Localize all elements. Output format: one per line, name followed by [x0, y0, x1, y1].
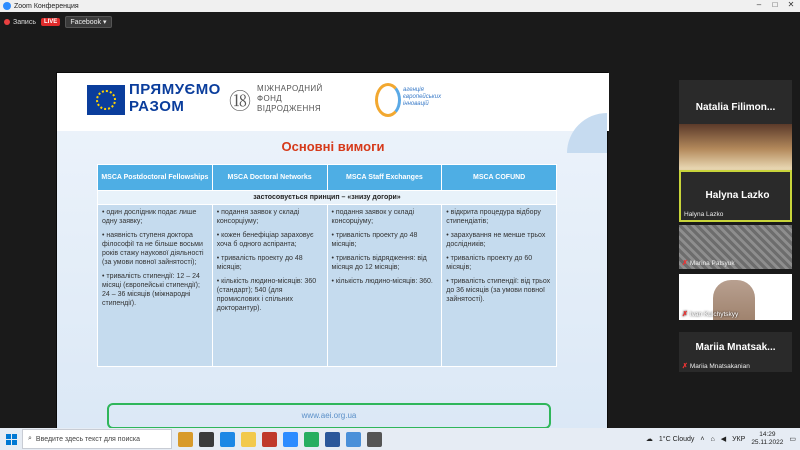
muted-mic-icon: ✗: [682, 260, 688, 267]
prymuemo-logo: ПРЯМУЄМО РАЗОМ: [129, 81, 221, 115]
zoom-logo-icon: [3, 2, 11, 10]
column-cell: [98, 205, 213, 367]
list-item: • кожен бенефіціар зараховує хоча б одного аспіранта;: [216, 232, 314, 248]
live-badge: LIVE: [41, 18, 60, 26]
list-item: • тривалість проекту до 60 місяців;: [446, 255, 533, 271]
participant-name: Halyna Lazko: [684, 211, 724, 218]
taskbar-app-icon[interactable]: [346, 432, 361, 447]
chevron-down-icon: ▾: [103, 19, 107, 26]
list-item: • відкрита процедура відбору стипендіатів;: [446, 209, 541, 225]
requirements-table: [97, 164, 557, 367]
taskbar-app-icon[interactable]: [262, 432, 277, 447]
record-label: Запись: [13, 18, 36, 26]
list-item: • кількість людино-місяців: 360.: [331, 278, 433, 285]
list-item: • тривалість стипендії: від трьох до 36 місяців (за умови повної зайнятості).: [446, 278, 551, 303]
language-indicator[interactable]: УКР: [732, 435, 746, 443]
list-item: • наявність ступеня доктора філософії та не більше восьми років стажу наукової діяльності (за умови повної зайнятості);: [102, 232, 204, 266]
participant-tile[interactable]: [679, 332, 792, 372]
column-header: MSCA Staff Exchanges: [327, 165, 442, 191]
stream-target-label: Facebook: [70, 19, 102, 26]
participant-big-name: Halyna Lazko: [705, 190, 770, 201]
participant-tile-active-speaker[interactable]: [679, 170, 792, 222]
clock[interactable]: [751, 431, 783, 447]
task-view-icon[interactable]: [199, 432, 214, 447]
column-header: MSCA Doctoral Networks: [212, 165, 327, 191]
list-item: • один дослідник подає лише одну заявку;: [102, 209, 197, 225]
zoom-taskbar-icon[interactable]: [283, 432, 298, 447]
clock-time: 14:29: [759, 431, 776, 438]
window-titlebar: [0, 0, 800, 12]
column-header: MSCA Postdoctoral Fellowships: [98, 165, 213, 191]
taskbar-app-icon[interactable]: [178, 432, 193, 447]
windows-logo-icon: [6, 434, 17, 445]
column-cell: [442, 205, 557, 367]
volume-icon[interactable]: ◀: [720, 436, 727, 443]
column-cell: [212, 205, 327, 367]
clock-date: 25.11.2022: [751, 439, 784, 446]
minimize-icon[interactable]: –: [756, 0, 762, 9]
eu-flag-icon: [87, 85, 125, 115]
muted-mic-icon: ✗: [682, 363, 688, 370]
network-icon[interactable]: ⌂: [710, 435, 715, 443]
list-item: • тривалість проекту до 48 місяців;: [216, 255, 303, 271]
file-explorer-icon[interactable]: [241, 432, 256, 447]
list-item: • тривалість відрядження: від місяця до 12 місяців;: [331, 255, 427, 271]
mfv-logo-icon: ⑱: [229, 90, 252, 115]
list-item: • подання заявок у складі консорціуму;: [216, 209, 300, 225]
window-title: Zoom Конференция: [14, 2, 79, 10]
weather-text[interactable]: 1°C Cloudy: [658, 435, 695, 443]
presentation-slide: [56, 72, 608, 432]
chrome-icon[interactable]: [304, 432, 319, 447]
notifications-icon[interactable]: ▭: [789, 436, 796, 443]
participant-big-name: Natalia Filimon...: [695, 102, 776, 113]
list-item: • тривалість стипендії: 12 – 24 місяці (європейські стипендії); 24 – 36 місяців (міжнародні стипендії).: [102, 273, 200, 307]
aei-logo-icon: [375, 83, 401, 117]
shared-screen: [0, 32, 675, 428]
weather-icon: ☁: [645, 436, 653, 443]
windows-start-button[interactable]: [0, 428, 22, 450]
mfv-logo: МІЖНАРОДНИЙ ФОНД ВІДРОДЖЕННЯ: [257, 84, 323, 113]
search-placeholder: Введите здесь текст для поиска: [35, 435, 140, 443]
word-icon[interactable]: [325, 432, 340, 447]
principle-row: застосовується принцип – «знизу догори»: [98, 191, 557, 205]
list-item: • подання заявок у складі консорціуму;: [331, 209, 415, 225]
participant-name: Mariia Mnatsakanian: [689, 362, 750, 370]
system-tray: [646, 428, 796, 450]
stream-target-dropdown[interactable]: [65, 16, 111, 28]
edge-icon[interactable]: [220, 432, 235, 447]
participant-big-name: Mariia Mnatsak...: [695, 342, 776, 353]
column-cell: [327, 205, 442, 367]
close-icon[interactable]: ✕: [787, 0, 795, 9]
record-button[interactable]: [4, 19, 36, 26]
meeting-toolbar: [0, 12, 800, 32]
participant-name: Marina Patsyuk: [689, 259, 735, 267]
column-header: MSCA COFUND: [442, 165, 557, 191]
slide-logo-bar: [57, 73, 609, 131]
taskbar-search-box[interactable]: [22, 429, 172, 449]
aei-logo: агенція європейських інновацій: [403, 87, 442, 107]
participants-panel: [675, 32, 800, 428]
slide-heading: Основні вимоги: [281, 139, 385, 154]
participant-tile[interactable]: [679, 274, 792, 320]
search-icon: ⌕: [28, 435, 32, 442]
taskbar-app-icon[interactable]: [367, 432, 382, 447]
record-icon: [4, 19, 10, 25]
muted-mic-icon: ✗: [682, 311, 688, 318]
list-item: • зарахування не менше трьох дослідників;: [446, 232, 546, 248]
tray-arrow-icon[interactable]: ˄: [700, 435, 705, 443]
participant-tile[interactable]: [679, 225, 792, 269]
list-item: • кількість людино-місяців: 360 (стандарт); 540 (для промислових і спільних докторантур).: [216, 278, 317, 312]
list-item: • тривалість проекту до 48 місяців;: [331, 232, 418, 248]
windows-taskbar: [0, 428, 800, 450]
participant-name: Ivan Kulchytskyy: [689, 310, 739, 318]
maximize-icon[interactable]: □: [772, 0, 778, 9]
slide-website-link: www.aei.org.ua: [107, 403, 551, 429]
